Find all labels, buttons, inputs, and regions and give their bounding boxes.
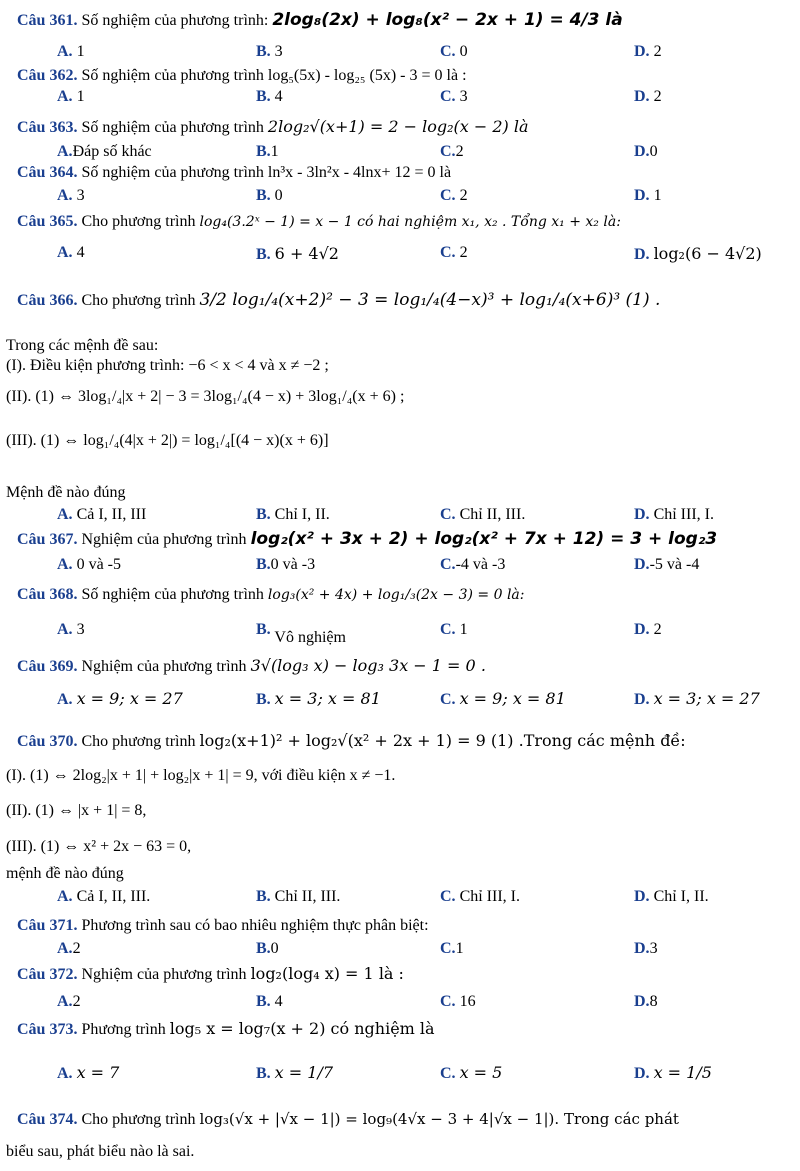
option-b[interactable]: B. 6 + 4√2 [256,244,339,263]
options-362 [0,88,800,108]
option-d[interactable]: D.-5 và -4 [634,556,700,573]
option-b[interactable]: B.1 [256,143,279,160]
question-373 [17,1019,435,1039]
question-364 [17,164,451,182]
option-a[interactable]: A. 1 [57,88,85,105]
option-d[interactable]: D. 2 [634,43,662,60]
question-number: Câu 366. [17,292,78,309]
question-362 [17,67,467,85]
option-c[interactable]: C. 3 [440,88,468,105]
options-366 [0,506,800,526]
options-367 [0,556,800,576]
question-continuation: biểu sau, phát biểu nào là sai. [6,1143,195,1160]
option-c[interactable]: C. Chỉ III, I. [440,888,520,905]
option-d[interactable]: D.0 [634,143,658,160]
option-a[interactable]: A. 0 và -5 [57,556,121,573]
question-number: Câu 369. [17,658,78,675]
option-d[interactable]: D.3 [634,940,658,957]
question-number: Câu 362. [17,67,78,84]
option-d[interactable]: D. x = 1/5 [634,1063,712,1082]
statement-2: (II). (1) ⇔ 3log₁/₄|x + 2| − 3 = 3log₁/₄(4 − x) + 3log₁/₄(x + 6) ; [6,388,405,405]
option-b[interactable]: B. 3 [256,43,283,60]
options-364 [0,187,800,207]
question-number: Câu 365. [17,213,78,230]
question-formula: 2log₂√(x+1) = 2 − log₂(x − 2) là [267,117,529,136]
options-373 [0,1063,800,1083]
question-formula: 3√(log₃ x) − log₃ 3x − 1 = 0 . [250,656,486,675]
option-c[interactable]: C. 1 [440,621,468,638]
statements-intro: Trong các mệnh đề sau: [6,337,159,354]
statement-1: (I). Điều kiện phương trình: −6 < x < 4 và x ≠ −2 ; [6,357,329,374]
question-366 [17,290,660,310]
question-number: Câu 361. [17,12,78,29]
question-361 [17,10,623,30]
statements-ask: mệnh đề nào đúng [6,865,124,882]
question-text: Cho phương trình [81,213,196,230]
question-text: Cho phương trình [81,1111,196,1128]
option-b[interactable]: B. 4 [256,88,283,105]
option-c[interactable]: C. 2 [440,187,468,204]
option-c[interactable]: C.-4 và -3 [440,556,506,573]
option-c[interactable]: C. x = 9; x = 81 [440,689,566,708]
question-369 [17,656,486,676]
option-a[interactable]: A. 3 [57,621,85,638]
option-b[interactable]: B. x = 3; x = 81 [256,689,381,708]
question-text: Nghiệm của phương trình [81,531,247,548]
question-number: Câu 373. [17,1021,78,1038]
option-c[interactable]: C. 2 [440,244,468,261]
option-c[interactable]: C. x = 5 [440,1063,503,1082]
question-text: Số nghiệm của phương trình [81,586,264,603]
option-b[interactable]: B. Chỉ I, II. [256,506,330,523]
option-b[interactable]: B. 0 [256,187,283,204]
option-d[interactable]: D. Chỉ I, II. [634,888,709,905]
question-formula: log₃(√x + |√x − 1|) = log₉(4√x − 3 + 4|√x − 1|). Trong các phát [199,1110,679,1128]
option-b[interactable]: B. x = 1/7 [256,1063,334,1082]
option-d[interactable]: D. x = 3; x = 27 [634,689,760,708]
option-c[interactable]: C. 16 [440,993,476,1010]
question-number: Câu 370. [17,733,78,750]
option-a[interactable]: A.Đáp số khác [57,143,152,160]
options-365 [0,244,800,264]
question-374 [17,1110,679,1129]
statement-3: (III). (1) ⇔ x² + 2x − 63 = 0, [6,838,192,855]
question-text: Cho phương trình [81,292,196,309]
question-formula: log₃(x² + 4x) + log₁/₃(2x − 3) = 0 là: [267,587,525,603]
question-text: Nghiệm của phương trình [81,658,247,675]
option-d[interactable]: D. 1 [634,187,662,204]
option-d[interactable]: D. log₂(6 − 4√2) [634,244,762,263]
option-c[interactable]: C. 0 [440,43,468,60]
option-a[interactable]: A. 3 [57,187,85,204]
statement-2: (II). (1) ⇔ |x + 1| = 8, [6,802,147,819]
question-number: Câu 368. [17,586,78,603]
question-text: Cho phương trình [81,733,196,750]
question-372 [17,964,404,984]
question-368 [17,586,525,604]
question-text: Số nghiệm của phương trình ln³x - 3ln²x - 4lnx+ 12 = 0 là [81,164,452,181]
options-369 [0,689,800,709]
question-number: Câu 372. [17,966,78,983]
option-b[interactable]: B. Chỉ II, III. [256,888,341,905]
question-text: Nghiệm của phương trình [81,966,247,983]
question-number: Câu 363. [17,119,78,136]
question-formula: log₂(log₄ x) = 1 là : [250,964,404,983]
question-371 [17,917,429,935]
options-371 [0,940,800,960]
question-number: Câu 374. [17,1111,78,1128]
option-a[interactable]: A.2 [57,993,81,1010]
option-a[interactable]: A. 1 [57,43,85,60]
option-c[interactable]: C.2 [440,143,464,160]
option-d[interactable]: D. 2 [634,621,662,638]
option-a[interactable]: A.2 [57,940,81,957]
question-text: Số nghiệm của phương trình: [81,12,269,29]
question-text: Phương trình [81,1021,166,1038]
option-c[interactable]: C. Chỉ II, III. [440,506,526,523]
question-text: Số nghiệm của phương trình [81,119,264,136]
option-d[interactable]: D.8 [634,993,658,1010]
question-number: Câu 367. [17,531,78,548]
question-365 [17,213,621,231]
option-b[interactable]: B.0 và -3 [256,556,316,573]
option-c[interactable]: C.1 [440,940,464,957]
option-d[interactable]: D. 2 [634,88,662,105]
question-formula: 2log₈(2x) + log₈(x² − 2x + 1) = 4/3 là [272,10,623,30]
options-370 [0,888,800,908]
statement-3: (III). (1) ⇔ log₁/₄(4|x + 2|) = log₁/₄[(4 − x)(x + 6)] [6,432,329,449]
option-a[interactable]: A. x = 9; x = 27 [57,689,183,708]
option-a[interactable]: A. x = 7 [57,1063,120,1082]
options-368 [0,621,800,646]
question-text: Phương trình sau có bao nhiêu nghiệm thực phân biệt: [81,917,429,934]
question-367 [17,529,717,549]
question-formula: log₂(x² + 3x + 2) + log₂(x² + 7x + 12) = 3 + log₂3 [250,529,718,549]
question-formula: 3/2 log₁/₄(x+2)² − 3 = log₁/₄(4−x)³ + log₁/₄(x+6)³ (1) . [199,290,661,310]
options-363 [0,143,800,163]
question-text: Số nghiệm của phương trình log₅(5x) - log₂₅ (5x) - 3 = 0 là : [81,67,467,84]
options-361 [0,43,800,63]
option-b[interactable]: B. 4 [256,993,283,1010]
option-a[interactable]: A. Cả I, II, III [57,506,147,523]
question-formula: log₄(3.2ˣ − 1) = x − 1 có hai nghiệm x₁, x₂ . Tổng x₁ + x₂ là: [199,214,621,230]
question-370 [17,731,686,751]
question-formula: log₂(x+1)² + log₂√(x² + 2x + 1) = 9 (1) .Trong các mệnh đề: [199,731,686,750]
options-372 [0,993,800,1013]
option-a[interactable]: A. 4 [57,244,85,261]
question-number: Câu 364. [17,164,78,181]
option-a[interactable]: A. Cả I, II, III. [57,888,151,905]
option-b[interactable]: B. Vô nghiệm [256,621,346,646]
question-formula: log₅ x = log₇(x + 2) có nghiệm là [169,1019,435,1038]
question-363 [17,117,529,137]
option-d[interactable]: D. Chỉ III, I. [634,506,714,523]
statement-1: (I). (1) ⇔ 2log₂|x + 1| + log₂|x + 1| = 9, với điều kiện x ≠ −1. [6,767,396,784]
question-number: Câu 371. [17,917,78,934]
statements-ask: Mệnh đề nào đúng [6,484,126,501]
option-b[interactable]: B.0 [256,940,279,957]
